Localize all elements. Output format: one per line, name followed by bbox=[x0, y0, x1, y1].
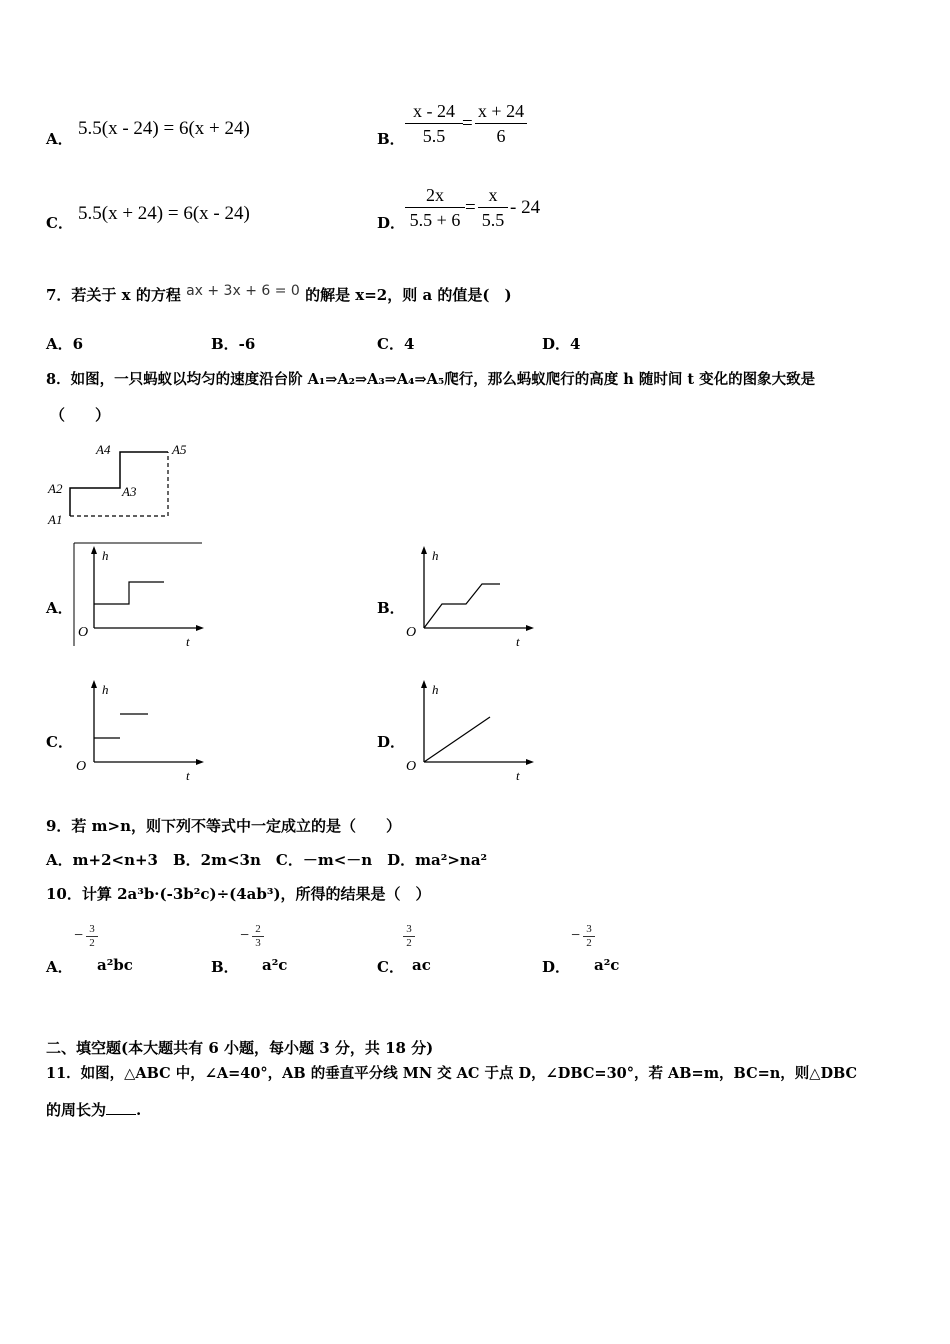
staircase-figure bbox=[40, 436, 200, 531]
graph-b-t-label: t bbox=[516, 634, 520, 648]
q10-a-fraction bbox=[86, 924, 98, 949]
q7-option-d: D．4 bbox=[542, 335, 581, 353]
graph-a-h-label: h bbox=[102, 548, 109, 563]
q10-c-den: 2 bbox=[406, 937, 412, 949]
graph-a-origin-label: O bbox=[78, 625, 89, 640]
q10-a-den: 2 bbox=[89, 937, 95, 949]
q6-b-num1: x - 24 bbox=[413, 101, 455, 121]
q8-question-line1: 8．如图，一只蚂蚁以均匀的速度沿台阶 A₁⇒A₂⇒A₃⇒A₄⇒A₅爬行，那么蚂蚁爬行的高度 h 随时间 t 变化的图象大致是 bbox=[46, 371, 816, 388]
q11-line2-text: 的周长为 bbox=[46, 1101, 107, 1119]
q7-option-b: B．-6 bbox=[211, 335, 256, 353]
q6-option-c-equation: 5.5(x + 24) = 6(x - 24) bbox=[78, 203, 250, 224]
q7-equation-image: ax + 3x + 6 = 0 bbox=[186, 283, 300, 299]
graph-b-origin-label: O bbox=[406, 625, 417, 640]
q8-option-a-label: A． bbox=[46, 599, 73, 617]
q8-option-d-graph bbox=[402, 676, 536, 782]
q8-option-c-graph bbox=[72, 676, 206, 782]
q10-d-sign: − bbox=[571, 927, 581, 944]
q8-option-b-graph bbox=[402, 542, 536, 648]
q10-b-den: 3 bbox=[255, 937, 261, 949]
q8-option-d-label: D． bbox=[377, 733, 406, 751]
answer-blank[interactable] bbox=[106, 1102, 136, 1115]
q11-line2-end: . bbox=[136, 1101, 142, 1119]
graph-c-t-label: t bbox=[186, 768, 190, 782]
q6-d-equals: = bbox=[465, 197, 476, 218]
stair-label-a4: A4 bbox=[96, 442, 111, 457]
q10-c-expr: ac bbox=[412, 956, 431, 974]
q8-option-c-label: C． bbox=[46, 733, 73, 751]
q10-d-num: 3 bbox=[586, 923, 592, 935]
q6-option-b-fraction-left bbox=[405, 100, 463, 147]
q10-a-num: 3 bbox=[89, 923, 95, 935]
graph-d-h-label: h bbox=[432, 682, 439, 697]
q10-question: 10．计算 2a³b·(-3b²c)÷(4ab³)，所得的结果是（ ） bbox=[46, 885, 431, 903]
graph-d-origin-label: O bbox=[406, 759, 417, 774]
q11-question-line2 bbox=[46, 1099, 141, 1120]
q10-c-fraction bbox=[403, 924, 415, 949]
stair-label-a1: A1 bbox=[48, 512, 63, 527]
q9-options: A．m+2<n+3 B．2m<3n C．－m<－n D．ma²>na² bbox=[46, 851, 488, 869]
q10-option-a-label: A． bbox=[46, 958, 73, 976]
stair-label-a5: A5 bbox=[172, 442, 187, 457]
q10-a-expr: a²bc bbox=[97, 956, 133, 974]
q6-option-a-label: A． bbox=[46, 130, 73, 148]
q6-option-d-label: D． bbox=[377, 214, 406, 232]
q9-question: 9．若 m>n，则下列不等式中一定成立的是（ ） bbox=[46, 817, 402, 835]
q6-option-a-equation: 5.5(x - 24) = 6(x + 24) bbox=[78, 118, 250, 139]
q8-option-a-graph bbox=[72, 542, 204, 648]
q7-prefix: 7．若关于 x 的方程 bbox=[46, 286, 181, 304]
q6-b-num2: x + 24 bbox=[477, 101, 525, 121]
q6-b-den1: 5.5 bbox=[422, 126, 446, 146]
q6-option-c-label: C． bbox=[46, 214, 73, 232]
q6-option-d-fraction-right bbox=[478, 184, 508, 231]
q8-option-b-label: B． bbox=[377, 599, 405, 617]
q10-b-fraction bbox=[252, 924, 264, 949]
q7-question bbox=[46, 284, 512, 305]
q10-d-expr: a²c bbox=[594, 956, 620, 974]
q7-option-a: A．6 bbox=[46, 335, 84, 353]
q7-suffix: 的解是 x=2，则 a 的值是( ) bbox=[305, 286, 512, 304]
graph-b-h-label: h bbox=[432, 548, 439, 563]
q10-b-expr: a²c bbox=[262, 956, 288, 974]
q10-a-sign: − bbox=[74, 927, 84, 944]
q10-b-sign: − bbox=[240, 927, 250, 944]
q6-option-b-fraction-right bbox=[475, 100, 527, 147]
q10-b-num: 2 bbox=[255, 923, 261, 935]
q7-option-c: C．4 bbox=[377, 335, 415, 353]
q11-question-line1: 11．如图，△ABC 中，∠A=40°，AB 的垂直平分线 MN 交 AC 于点 D，∠DBC=30°，若 AB=m，BC=n，则△DBC bbox=[46, 1065, 858, 1082]
stair-label-a2: A2 bbox=[48, 481, 63, 496]
graph-a-t-label: t bbox=[186, 634, 190, 648]
q10-option-d-label: D． bbox=[542, 958, 571, 976]
graph-c-h-label: h bbox=[102, 682, 109, 697]
q10-d-den: 2 bbox=[586, 937, 592, 949]
graph-c-origin-label: O bbox=[76, 759, 87, 774]
q6-option-b-label: B． bbox=[377, 130, 405, 148]
q10-c-num: 3 bbox=[406, 923, 412, 935]
q6-b-den2: 6 bbox=[496, 126, 506, 146]
stair-label-a3: A3 bbox=[122, 484, 137, 499]
q10-d-fraction bbox=[583, 924, 595, 949]
q6-option-d-fraction-left bbox=[405, 184, 465, 231]
graph-d-t-label: t bbox=[516, 768, 520, 782]
q6-d-num1: 2x bbox=[426, 185, 444, 205]
q6-d-den2: 5.5 bbox=[481, 210, 505, 230]
q8-question-line2: （ ） bbox=[50, 406, 111, 424]
q6-b-equals: = bbox=[462, 113, 473, 134]
q10-option-c-label: C． bbox=[377, 958, 404, 976]
q10-option-b-label: B． bbox=[211, 958, 239, 976]
q6-d-den1: 5.5 + 6 bbox=[409, 210, 461, 230]
q6-d-num2: x bbox=[488, 185, 498, 205]
section-heading-fill-in: 二、填空题(本大题共有 6 小题，每小题 3 分，共 18 分) bbox=[46, 1039, 434, 1057]
q6-d-tail: - 24 bbox=[510, 197, 541, 218]
